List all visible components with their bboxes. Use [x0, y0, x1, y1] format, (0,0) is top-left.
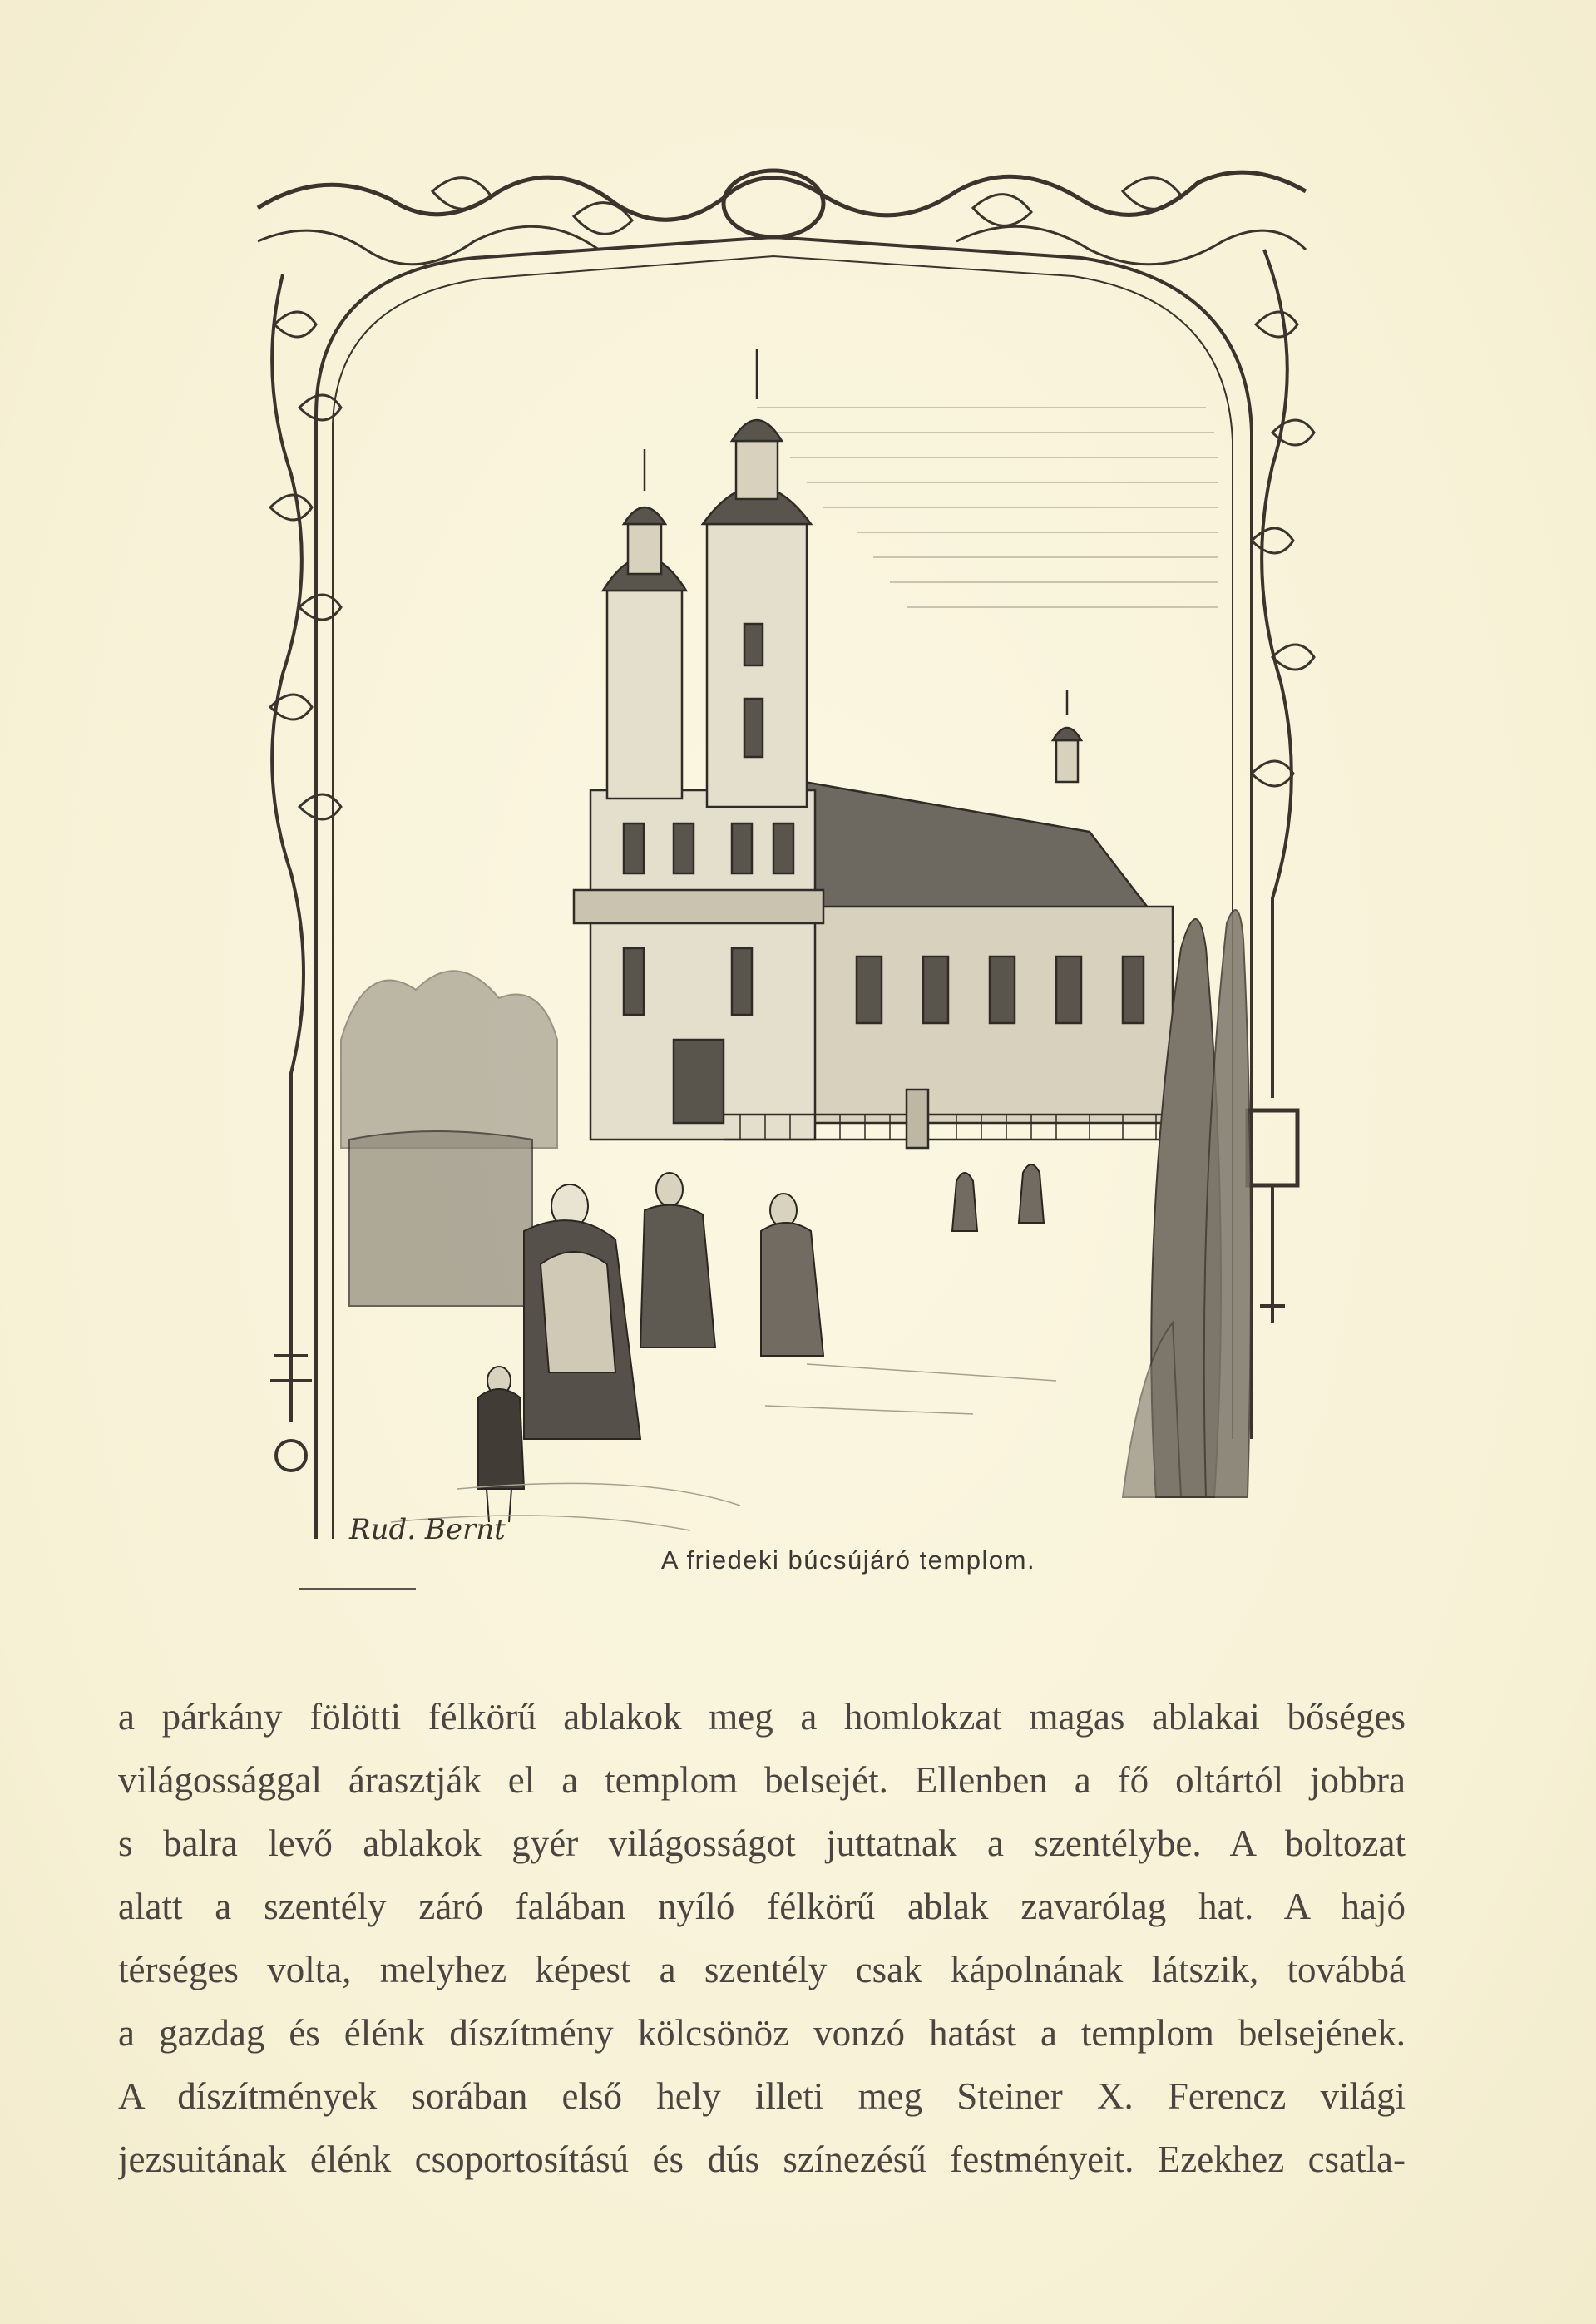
- figure-caption: A friedeki búcsújáró templom.: [660, 1545, 1036, 1575]
- illustration-plate: [225, 158, 1331, 1639]
- trees-left: [341, 971, 557, 1148]
- church-building: [574, 349, 1189, 1148]
- text-line: A díszítmények sorában első hely illeti meg Steiner X. Ferencz világi: [118, 2075, 1406, 2117]
- text-line: a gazdag és élénk díszítmény kölcsönöz vonzó hatást a templom belsejének.: [118, 2012, 1406, 2054]
- artist-signature: Rud. Bernt: [349, 1513, 506, 1546]
- pilgrim-procession: [349, 1131, 1044, 1522]
- text-line: jezsuitának élénk csoportosítású és dús színezésű festményeit. Ezekhez csatla-: [118, 2139, 1406, 2180]
- body-paragraph: [118, 1685, 1406, 2191]
- text-line: s balra levő ablakok gyér világosságot juttatnak a szentélybe. A boltozat: [118, 1822, 1406, 1864]
- text-line: térséges volta, melyhez képest a szentély csak kápolnának látszik, továbbá: [118, 1949, 1406, 1990]
- text-line: alatt a szentély záró falában nyíló félkörű ablak zavarólag hat. A hajó: [118, 1886, 1406, 1927]
- text-line: világossággal árasztják el a templom belsejét. Ellenben a fő oltártól jobbra: [118, 1759, 1406, 1801]
- sky-hatching: [757, 408, 1218, 607]
- text-line: a párkány fölötti félkörű ablakok meg a homlokzat magas ablakai bőséges: [118, 1696, 1406, 1738]
